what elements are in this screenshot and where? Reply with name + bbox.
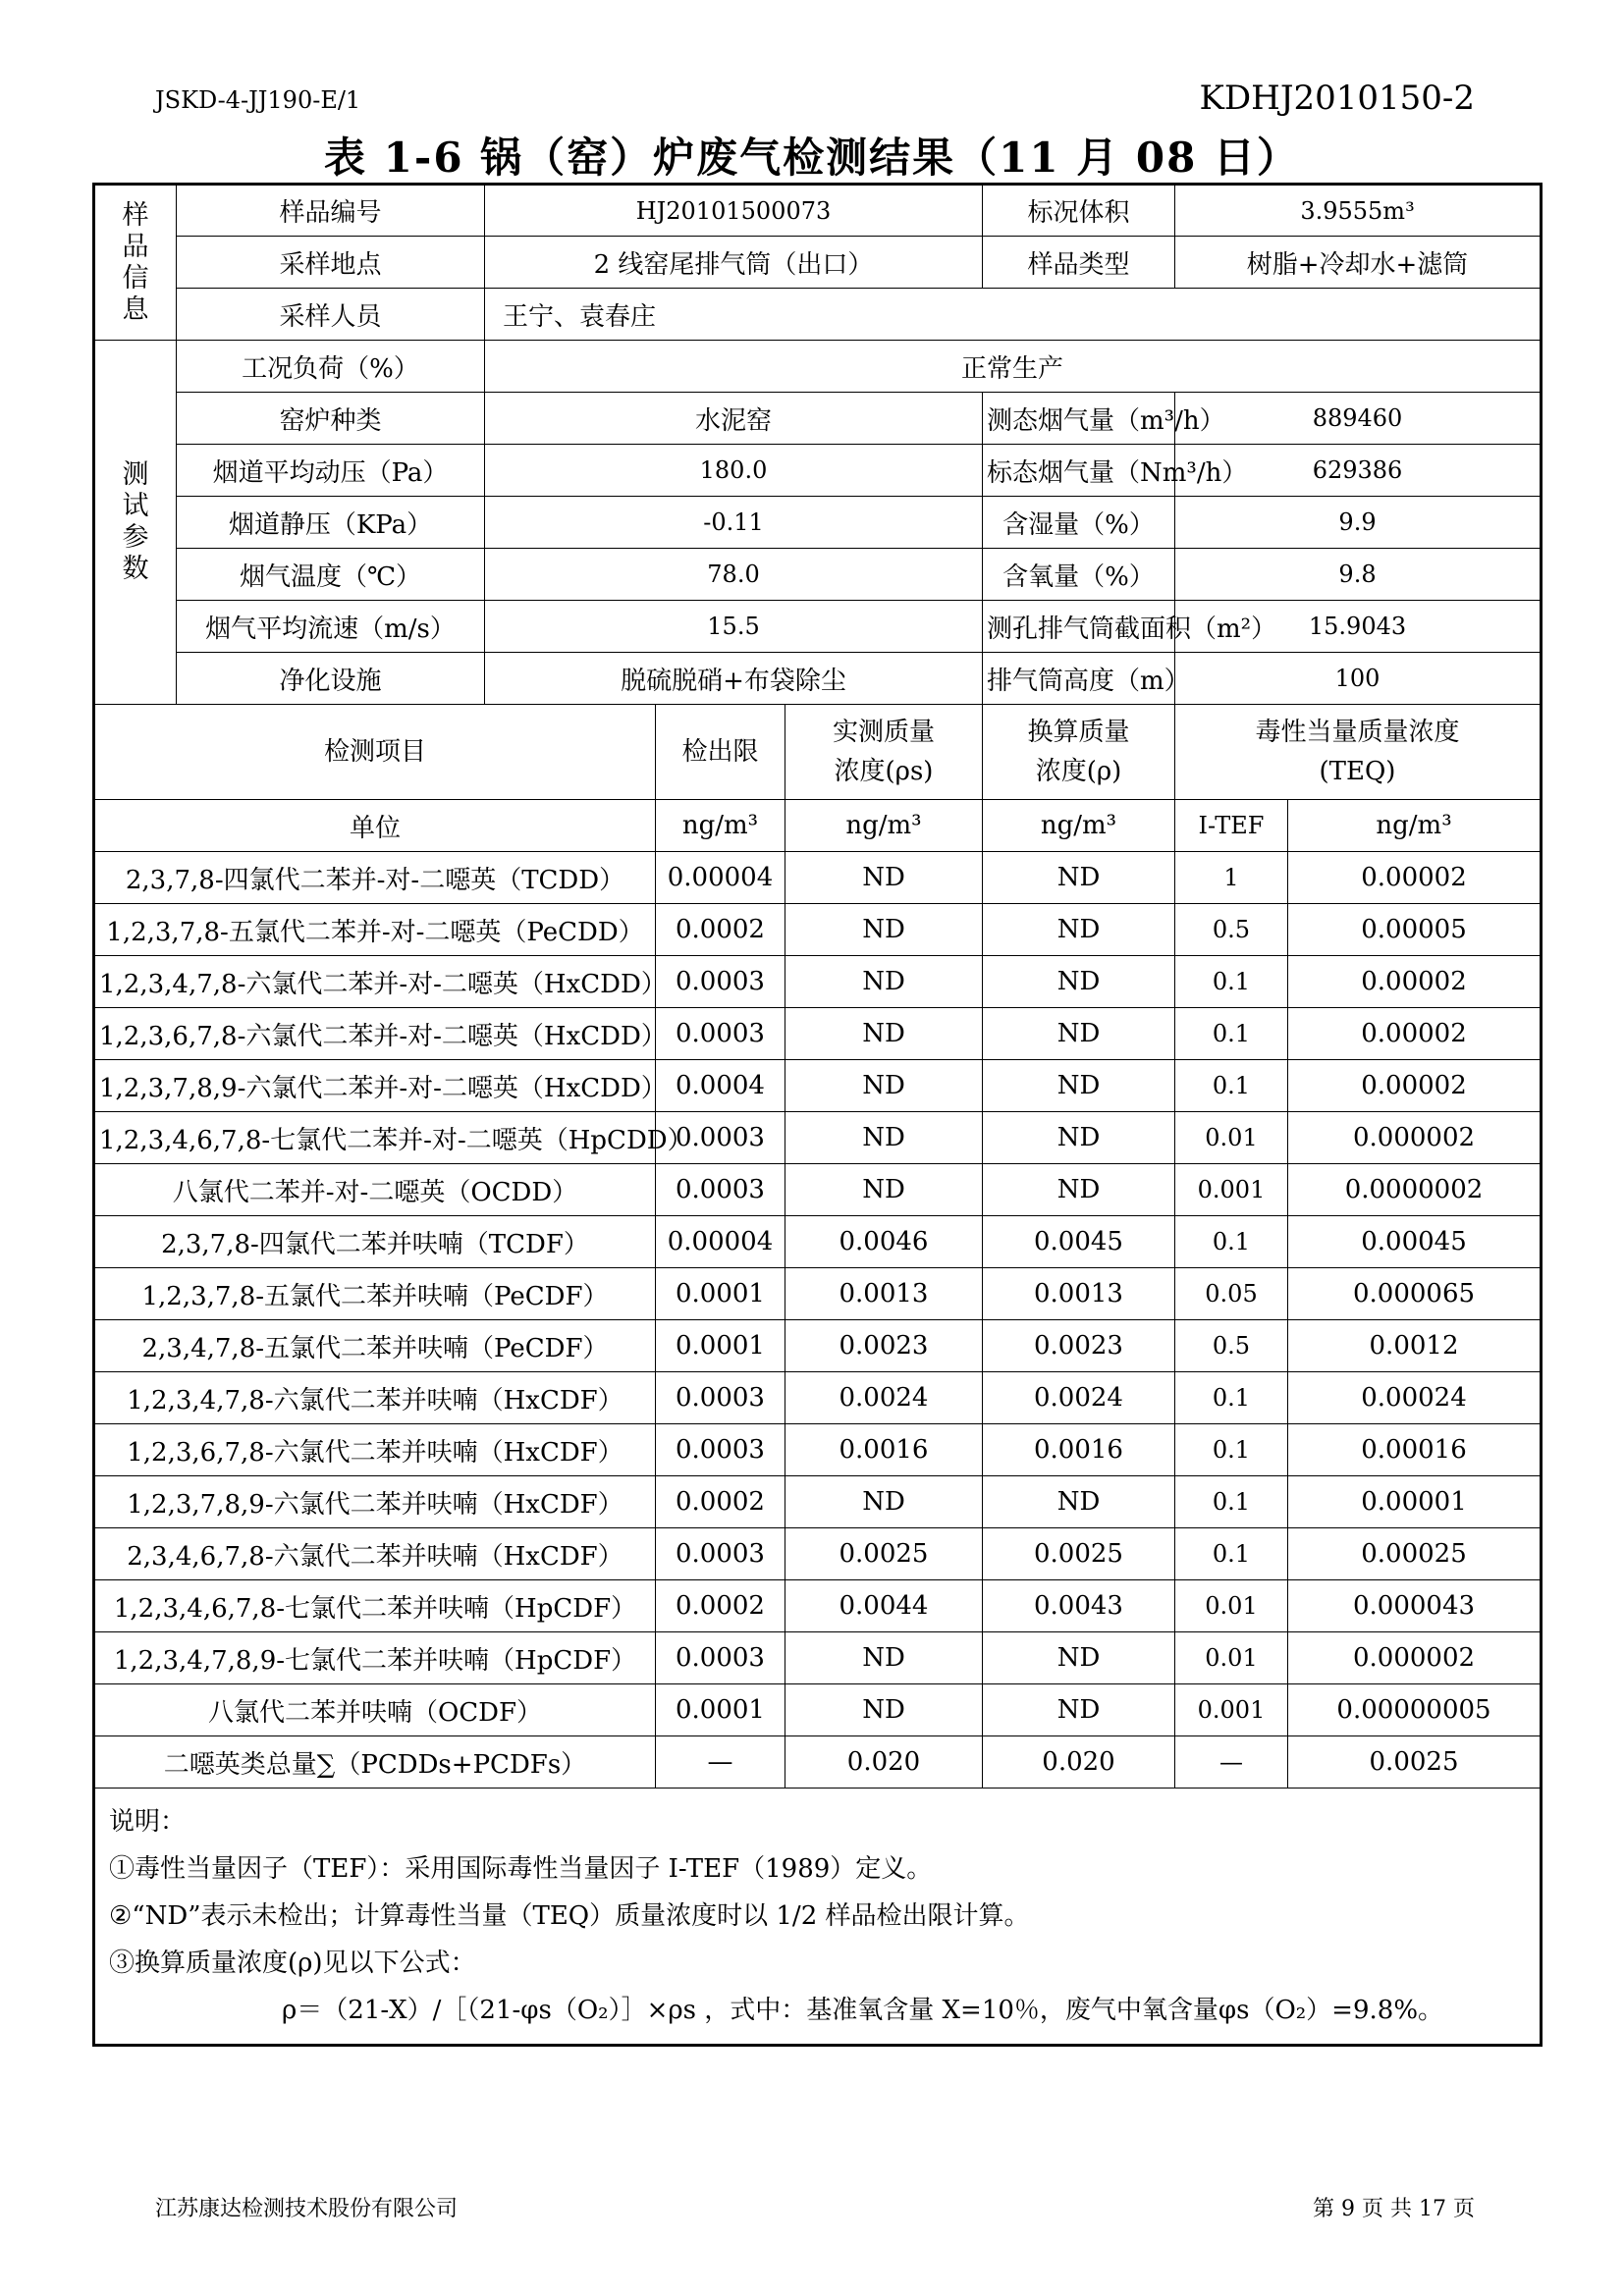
- result-item: 2,3,4,6,7,8-六氯代二苯并呋喃（HxCDF）: [94, 1528, 656, 1580]
- result-tef: 0.5: [1175, 904, 1288, 956]
- std-volume-label: 标况体积: [983, 185, 1175, 237]
- table-row: [94, 1684, 1542, 1736]
- result-teq: 0.00025: [1288, 1528, 1542, 1580]
- param-label: 烟气温度（℃）: [177, 549, 485, 601]
- param-value: 9.8: [1175, 549, 1542, 601]
- param-label: 窑炉种类: [177, 393, 485, 445]
- table-row: [94, 904, 1542, 956]
- result-tef: 0.1: [1175, 1372, 1288, 1424]
- col-header-measured: 实测质量 浓度(ρs): [785, 705, 983, 800]
- result-converted: 0.0023: [983, 1320, 1175, 1372]
- param-row: [94, 653, 1542, 705]
- result-measured: ND: [785, 1060, 983, 1112]
- result-measured: 0.0046: [785, 1216, 983, 1268]
- result-measured: 0.020: [785, 1736, 983, 1789]
- units-label: 单位: [94, 800, 656, 852]
- result-limit: 0.0003: [656, 1372, 785, 1424]
- result-item: 1,2,3,4,7,8-六氯代二苯并呋喃（HxCDF）: [94, 1372, 656, 1424]
- param-label: 含湿量（%）: [983, 497, 1175, 549]
- result-teq: 0.00005: [1288, 904, 1542, 956]
- notes-cell: [94, 1789, 1542, 2046]
- table-row: [94, 852, 1542, 904]
- col-header-teq: 毒性当量质量浓度 (TEQ): [1175, 705, 1542, 800]
- result-converted: 0.020: [983, 1736, 1175, 1789]
- sample-type-value: 树脂+冷却水+滤筒: [1175, 237, 1542, 289]
- result-tef: 1: [1175, 852, 1288, 904]
- result-measured: ND: [785, 852, 983, 904]
- result-teq: 0.00002: [1288, 852, 1542, 904]
- result-measured: ND: [785, 1684, 983, 1736]
- result-measured: ND: [785, 1476, 983, 1528]
- param-value: 180.0: [485, 445, 983, 497]
- location-label: 采样地点: [177, 237, 485, 289]
- param-label: 排气筒高度（m）: [983, 653, 1175, 705]
- report-number: KDHJ2010150-2: [1199, 79, 1475, 118]
- notes-heading: 说明：: [109, 1807, 187, 1837]
- table-row: [94, 1372, 1542, 1424]
- table-row: [94, 1528, 1542, 1580]
- result-tef: 0.05: [1175, 1268, 1288, 1320]
- company-name: 江苏康达检测技术股份有限公司: [155, 2197, 459, 2221]
- result-limit: 0.0002: [656, 1580, 785, 1632]
- results-header-row: [94, 705, 1542, 800]
- result-item: 1,2,3,4,7,8,9-七氯代二苯并呋喃（HpCDF）: [94, 1632, 656, 1684]
- param-label: 测孔排气筒截面积（m²）: [983, 601, 1175, 653]
- result-limit: 0.0004: [656, 1060, 785, 1112]
- result-teq: 0.00001: [1288, 1476, 1542, 1528]
- result-limit: 0.0003: [656, 1112, 785, 1164]
- result-teq: 0.00002: [1288, 1060, 1542, 1112]
- table-row: [94, 1060, 1542, 1112]
- result-teq: 0.00002: [1288, 956, 1542, 1008]
- result-tef: 0.1: [1175, 956, 1288, 1008]
- table-row: [94, 956, 1542, 1008]
- result-limit: 0.0003: [656, 1008, 785, 1060]
- test-params-group-label: 测 试 参 数: [94, 341, 177, 705]
- table-row: [94, 1632, 1542, 1684]
- result-item: 1,2,3,7,8,9-六氯代二苯并呋喃（HxCDF）: [94, 1476, 656, 1528]
- result-converted: 0.0016: [983, 1424, 1175, 1476]
- result-item: 1,2,3,6,7,8-六氯代二苯并-对-二噁英（HxCDD）: [94, 1008, 656, 1060]
- param-value: 889460: [1175, 393, 1542, 445]
- result-tef: 0.1: [1175, 1060, 1288, 1112]
- note-line: ②“ND”表示未检出；计算毒性当量（TEQ）质量浓度时以 1/2 样品检出限计算。: [109, 1901, 1030, 1931]
- result-tef: 0.1: [1175, 1424, 1288, 1476]
- sample-row-1: [94, 185, 1542, 237]
- unit-limit: ng/m³: [656, 800, 785, 852]
- note-line: ③换算质量浓度(ρ)见以下公式：: [109, 1949, 476, 1978]
- result-teq: 0.000002: [1288, 1112, 1542, 1164]
- param-value: 15.9043: [1175, 601, 1542, 653]
- result-converted: ND: [983, 1476, 1175, 1528]
- table-row: [94, 1112, 1542, 1164]
- result-converted: ND: [983, 904, 1175, 956]
- result-limit: 0.0001: [656, 1684, 785, 1736]
- load-label: 工况负荷（%）: [177, 341, 485, 393]
- param-label: 含氧量（%）: [983, 549, 1175, 601]
- result-measured: 0.0025: [785, 1528, 983, 1580]
- param-row: [94, 393, 1542, 445]
- result-measured: ND: [785, 1632, 983, 1684]
- result-converted: ND: [983, 852, 1175, 904]
- result-item: 1,2,3,6,7,8-六氯代二苯并呋喃（HxCDF）: [94, 1424, 656, 1476]
- col-header-item: 检测项目: [94, 705, 656, 800]
- result-limit: 0.0003: [656, 1424, 785, 1476]
- result-item: 1,2,3,4,6,7,8-七氯代二苯并-对-二噁英（HpCDD）: [94, 1112, 656, 1164]
- sample-type-label: 样品类型: [983, 237, 1175, 289]
- result-teq: 0.00045: [1288, 1216, 1542, 1268]
- location-value: 2 线窑尾排气筒（出口）: [485, 237, 983, 289]
- result-limit: —: [656, 1736, 785, 1789]
- result-tef: 0.5: [1175, 1320, 1288, 1372]
- sample-no-label: 样品编号: [177, 185, 485, 237]
- result-limit: 0.0002: [656, 1476, 785, 1528]
- unit-measured: ng/m³: [785, 800, 983, 852]
- sample-row-2: [94, 237, 1542, 289]
- param-label: 烟气平均流速（m/s）: [177, 601, 485, 653]
- result-converted: 0.0043: [983, 1580, 1175, 1632]
- result-limit: 0.0003: [656, 1164, 785, 1216]
- result-item: 1,2,3,7,8,9-六氯代二苯并-对-二噁英（HxCDD）: [94, 1060, 656, 1112]
- std-volume-value: 3.9555m³: [1175, 185, 1542, 237]
- result-teq: 0.00002: [1288, 1008, 1542, 1060]
- result-measured: ND: [785, 1164, 983, 1216]
- param-value: 水泥窑: [485, 393, 983, 445]
- page-title: 表 1-6 锅（窑）炉废气检测结果（11 月 08 日）: [324, 133, 1300, 182]
- result-measured: ND: [785, 1112, 983, 1164]
- page-number: 第 9 页 共 17 页: [1313, 2197, 1475, 2221]
- result-measured: ND: [785, 904, 983, 956]
- result-tef: 0.001: [1175, 1684, 1288, 1736]
- result-limit: 0.00004: [656, 852, 785, 904]
- param-row-load: [94, 341, 1542, 393]
- param-label: 烟道静压（KPa）: [177, 497, 485, 549]
- result-tef: 0.1: [1175, 1008, 1288, 1060]
- sample-info-group-label: 样 品 信 息: [94, 185, 177, 341]
- result-tef: 0.01: [1175, 1580, 1288, 1632]
- result-item: 2,3,4,7,8-五氯代二苯并呋喃（PeCDF）: [94, 1320, 656, 1372]
- param-label: 净化设施: [177, 653, 485, 705]
- unit-converted: ng/m³: [983, 800, 1175, 852]
- result-limit: 0.0003: [656, 956, 785, 1008]
- result-teq: 0.0012: [1288, 1320, 1542, 1372]
- result-tef: 0.01: [1175, 1632, 1288, 1684]
- result-converted: ND: [983, 1060, 1175, 1112]
- result-teq: 0.0000002: [1288, 1164, 1542, 1216]
- param-row: [94, 497, 1542, 549]
- result-teq: 0.00024: [1288, 1372, 1542, 1424]
- result-teq: 0.000065: [1288, 1268, 1542, 1320]
- result-converted: ND: [983, 956, 1175, 1008]
- result-limit: 0.0003: [656, 1632, 785, 1684]
- param-label: 烟道平均动压（Pa）: [177, 445, 485, 497]
- param-row: [94, 601, 1542, 653]
- result-item: 1,2,3,7,8-五氯代二苯并-对-二噁英（PeCDD）: [94, 904, 656, 956]
- table-row: [94, 1320, 1542, 1372]
- result-converted: ND: [983, 1112, 1175, 1164]
- table-row: [94, 1268, 1542, 1320]
- col-header-converted: 换算质量 浓度(ρ): [983, 705, 1175, 800]
- result-tef: 0.1: [1175, 1476, 1288, 1528]
- result-item: 1,2,3,4,6,7,8-七氯代二苯并呋喃（HpCDF）: [94, 1580, 656, 1632]
- sampler-value: 王宁、袁春庄: [485, 289, 1542, 341]
- result-tef: 0.001: [1175, 1164, 1288, 1216]
- result-converted: 0.0024: [983, 1372, 1175, 1424]
- table-row: [94, 1216, 1542, 1268]
- result-tef: 0.01: [1175, 1112, 1288, 1164]
- param-row: [94, 445, 1542, 497]
- result-teq: 0.000002: [1288, 1632, 1542, 1684]
- load-value: 正常生产: [485, 341, 1542, 393]
- result-converted: ND: [983, 1632, 1175, 1684]
- result-tef: —: [1175, 1736, 1288, 1789]
- document-code: JSKD-4-JJ190-E/1: [155, 86, 361, 114]
- result-tef: 0.1: [1175, 1216, 1288, 1268]
- result-item: 二噁英类总量∑（PCDDs+PCDFs）: [94, 1736, 656, 1789]
- result-converted: 0.0045: [983, 1216, 1175, 1268]
- units-row: [94, 800, 1542, 852]
- result-converted: ND: [983, 1164, 1175, 1216]
- table-row: [94, 1424, 1542, 1476]
- col-header-limit: 检出限: [656, 705, 785, 800]
- result-teq: 0.0025: [1288, 1736, 1542, 1789]
- result-item: 八氯代二苯并呋喃（OCDF）: [94, 1684, 656, 1736]
- unit-tef: I-TEF: [1175, 800, 1288, 852]
- conversion-formula: ρ＝（21-X）/［（21-φs（O₂）］×ρs ，式中：基准氧含量 X=10％，废气中氧含量φs（O₂）=9.8%。: [282, 1996, 1444, 2025]
- param-value: 629386: [1175, 445, 1542, 497]
- param-value: -0.11: [485, 497, 983, 549]
- param-value: 100: [1175, 653, 1542, 705]
- param-label: 标态烟气量（Nm³/h）: [983, 445, 1175, 497]
- result-limit: 0.0001: [656, 1320, 785, 1372]
- result-converted: 0.0013: [983, 1268, 1175, 1320]
- param-row: [94, 549, 1542, 601]
- result-item: 2,3,7,8-四氯代二苯并-对-二噁英（TCDD）: [94, 852, 656, 904]
- result-limit: 0.0002: [656, 904, 785, 956]
- result-measured: 0.0023: [785, 1320, 983, 1372]
- sample-row-3: [94, 289, 1542, 341]
- table-row: [94, 1008, 1542, 1060]
- table-row: [94, 1580, 1542, 1632]
- result-teq: 0.00000005: [1288, 1684, 1542, 1736]
- param-value: 脱硫脱硝+布袋除尘: [485, 653, 983, 705]
- result-measured: 0.0013: [785, 1268, 983, 1320]
- param-label: 测态烟气量（m³/h）: [983, 393, 1175, 445]
- param-value: 9.9: [1175, 497, 1542, 549]
- result-item: 八氯代二苯并-对-二噁英（OCDD）: [94, 1164, 656, 1216]
- result-item: 2,3,7,8-四氯代二苯并呋喃（TCDF）: [94, 1216, 656, 1268]
- unit-teq: ng/m³: [1288, 800, 1542, 852]
- param-value: 15.5: [485, 601, 983, 653]
- table-row: [94, 1736, 1542, 1789]
- result-converted: 0.0025: [983, 1528, 1175, 1580]
- result-converted: ND: [983, 1008, 1175, 1060]
- result-measured: ND: [785, 956, 983, 1008]
- result-measured: 0.0044: [785, 1580, 983, 1632]
- result-limit: 0.0003: [656, 1528, 785, 1580]
- result-limit: 0.0001: [656, 1268, 785, 1320]
- result-teq: 0.00016: [1288, 1424, 1542, 1476]
- result-tef: 0.1: [1175, 1528, 1288, 1580]
- table-row: [94, 1476, 1542, 1528]
- result-measured: ND: [785, 1008, 983, 1060]
- sampler-label: 采样人员: [177, 289, 485, 341]
- table-row: [94, 1164, 1542, 1216]
- results-table: [92, 183, 1543, 2047]
- result-rows: [94, 852, 1542, 1789]
- param-value: 78.0: [485, 549, 983, 601]
- result-measured: 0.0016: [785, 1424, 983, 1476]
- result-measured: 0.0024: [785, 1372, 983, 1424]
- result-teq: 0.000043: [1288, 1580, 1542, 1632]
- result-item: 1,2,3,7,8-五氯代二苯并呋喃（PeCDF）: [94, 1268, 656, 1320]
- sample-no-value: HJ20101500073: [485, 185, 983, 237]
- result-limit: 0.00004: [656, 1216, 785, 1268]
- notes-row: [94, 1789, 1542, 2046]
- result-converted: ND: [983, 1684, 1175, 1736]
- result-item: 1,2,3,4,7,8-六氯代二苯并-对-二噁英（HxCDD）: [94, 956, 656, 1008]
- note-line: ①毒性当量因子（TEF）：采用国际毒性当量因子 I-TEF（1989）定义。: [109, 1854, 933, 1884]
